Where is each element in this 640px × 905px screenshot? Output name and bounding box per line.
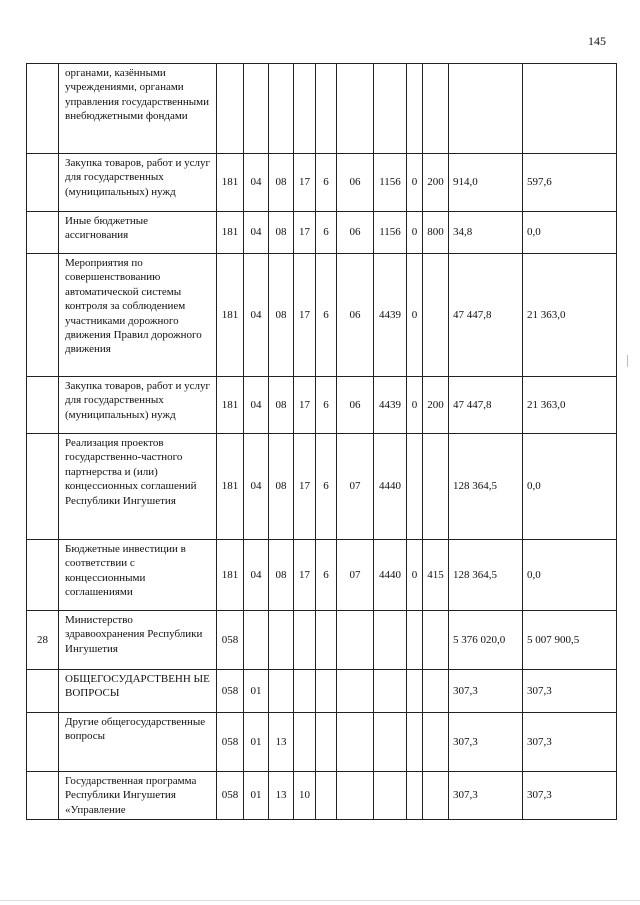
department-code-cell bbox=[217, 64, 244, 154]
department-code-cell: 058 bbox=[217, 611, 244, 670]
subprogram-code-cell: 6 bbox=[316, 434, 337, 540]
amount-year1-cell: 5 376 020,0 bbox=[449, 611, 523, 670]
row-number-cell bbox=[27, 212, 59, 254]
section-code-cell: 04 bbox=[244, 254, 269, 377]
program-code-cell bbox=[294, 611, 316, 670]
program-code-cell: 17 bbox=[294, 377, 316, 434]
department-code-cell: 181 bbox=[217, 212, 244, 254]
main-event-code-cell bbox=[337, 772, 374, 820]
table-row bbox=[27, 212, 617, 254]
department-code-cell: 181 bbox=[217, 434, 244, 540]
direction-suffix-cell: 0 bbox=[407, 377, 423, 434]
amount-year2-cell: 307,3 bbox=[523, 713, 617, 772]
program-code-cell: 17 bbox=[294, 540, 316, 611]
section-code-cell: 04 bbox=[244, 154, 269, 212]
table-row bbox=[27, 540, 617, 611]
subsection-code-cell bbox=[269, 670, 294, 713]
amount-year1-cell: 34,8 bbox=[449, 212, 523, 254]
subprogram-code-cell: 6 bbox=[316, 377, 337, 434]
department-code-cell: 181 bbox=[217, 540, 244, 611]
expense-type-code-cell bbox=[423, 254, 449, 377]
section-code-cell bbox=[244, 64, 269, 154]
subsection-code-cell: 13 bbox=[269, 772, 294, 820]
subprogram-code-cell bbox=[316, 611, 337, 670]
direction-code-cell: 4440 bbox=[374, 434, 407, 540]
expense-type-code-cell: 200 bbox=[423, 377, 449, 434]
direction-suffix-cell bbox=[407, 64, 423, 154]
subsection-code-cell: 08 bbox=[269, 377, 294, 434]
main-event-code-cell: 07 bbox=[337, 434, 374, 540]
section-code-cell bbox=[244, 611, 269, 670]
amount-year2-cell bbox=[523, 64, 617, 154]
direction-suffix-cell: 0 bbox=[407, 154, 423, 212]
subsection-code-cell bbox=[269, 611, 294, 670]
expense-type-code-cell bbox=[423, 434, 449, 540]
direction-suffix-cell bbox=[407, 713, 423, 772]
section-code-cell: 04 bbox=[244, 377, 269, 434]
item-name-cell: Закупка товаров, работ и услуг для государственных (муниципальных) нужд bbox=[59, 377, 217, 434]
expense-type-code-cell bbox=[423, 611, 449, 670]
table-row bbox=[27, 64, 617, 154]
table-row bbox=[27, 772, 617, 820]
item-name-cell: Иные бюджетные ассигнования bbox=[59, 212, 217, 254]
item-name-cell: Бюджетные инвестиции в соответствии с концессионными соглашениями bbox=[59, 540, 217, 611]
subprogram-code-cell: 6 bbox=[316, 254, 337, 377]
subsection-code-cell: 08 bbox=[269, 254, 294, 377]
amount-year2-cell: 307,3 bbox=[523, 670, 617, 713]
scan-mark bbox=[627, 355, 628, 367]
table-row bbox=[27, 254, 617, 377]
main-event-code-cell bbox=[337, 611, 374, 670]
section-code-cell: 04 bbox=[244, 540, 269, 611]
expense-type-code-cell bbox=[423, 772, 449, 820]
direction-suffix-cell bbox=[407, 611, 423, 670]
subsection-code-cell: 08 bbox=[269, 154, 294, 212]
subprogram-code-cell: 6 bbox=[316, 154, 337, 212]
direction-code-cell: 1156 bbox=[374, 212, 407, 254]
item-name-cell: Другие общегосударственные вопросы bbox=[59, 713, 217, 772]
amount-year2-cell: 307,3 bbox=[523, 772, 617, 820]
item-name-cell: органами, казёнными учреждениями, органами управления государственными внебюджетными фондами bbox=[59, 64, 217, 154]
item-name-cell: Мероприятия по совершенствованию автоматической системы контроля за соблюдением участниками дорожного движения Правил дорожного движения bbox=[59, 254, 217, 377]
direction-suffix-cell bbox=[407, 772, 423, 820]
table-row bbox=[27, 611, 617, 670]
amount-year2-cell: 21 363,0 bbox=[523, 377, 617, 434]
row-number-cell bbox=[27, 772, 59, 820]
table-row bbox=[27, 154, 617, 212]
direction-code-cell bbox=[374, 611, 407, 670]
direction-suffix-cell: 0 bbox=[407, 254, 423, 377]
program-code-cell: 17 bbox=[294, 434, 316, 540]
amount-year2-cell: 5 007 900,5 bbox=[523, 611, 617, 670]
expense-type-code-cell bbox=[423, 64, 449, 154]
budget-table-body bbox=[27, 64, 617, 820]
program-code-cell bbox=[294, 670, 316, 713]
amount-year2-cell: 21 363,0 bbox=[523, 254, 617, 377]
section-code-cell: 01 bbox=[244, 772, 269, 820]
subsection-code-cell bbox=[269, 64, 294, 154]
amount-year1-cell: 307,3 bbox=[449, 670, 523, 713]
section-code-cell: 01 bbox=[244, 670, 269, 713]
budget-table bbox=[26, 63, 617, 820]
main-event-code-cell: 07 bbox=[337, 540, 374, 611]
item-name-cell: Государственная программа Республики Ингушетия «Управление bbox=[59, 772, 217, 820]
item-name-cell: Реализация проектов государственно-частного партнерства и (или) концессионных соглашений Республики Ингушетия bbox=[59, 434, 217, 540]
program-code-cell bbox=[294, 713, 316, 772]
row-number-cell: 28 bbox=[27, 611, 59, 670]
department-code-cell: 181 bbox=[217, 377, 244, 434]
program-code-cell: 17 bbox=[294, 212, 316, 254]
expense-type-code-cell bbox=[423, 713, 449, 772]
subprogram-code-cell bbox=[316, 670, 337, 713]
program-code-cell: 17 bbox=[294, 254, 316, 377]
table-row bbox=[27, 713, 617, 772]
amount-year1-cell: 128 364,5 bbox=[449, 540, 523, 611]
row-number-cell bbox=[27, 434, 59, 540]
table-row bbox=[27, 434, 617, 540]
amount-year1-cell: 47 447,8 bbox=[449, 377, 523, 434]
subsection-code-cell: 08 bbox=[269, 212, 294, 254]
direction-code-cell bbox=[374, 713, 407, 772]
row-number-cell bbox=[27, 154, 59, 212]
department-code-cell: 181 bbox=[217, 254, 244, 377]
direction-suffix-cell bbox=[407, 434, 423, 540]
direction-code-cell: 4440 bbox=[374, 540, 407, 611]
direction-suffix-cell bbox=[407, 670, 423, 713]
program-code-cell: 17 bbox=[294, 154, 316, 212]
subsection-code-cell: 08 bbox=[269, 434, 294, 540]
section-code-cell: 04 bbox=[244, 434, 269, 540]
direction-code-cell bbox=[374, 64, 407, 154]
amount-year1-cell: 128 364,5 bbox=[449, 434, 523, 540]
expense-type-code-cell: 415 bbox=[423, 540, 449, 611]
main-event-code-cell bbox=[337, 64, 374, 154]
department-code-cell: 181 bbox=[217, 154, 244, 212]
subprogram-code-cell: 6 bbox=[316, 540, 337, 611]
amount-year2-cell: 0,0 bbox=[523, 212, 617, 254]
main-event-code-cell bbox=[337, 670, 374, 713]
row-number-cell bbox=[27, 64, 59, 154]
expense-type-code-cell: 800 bbox=[423, 212, 449, 254]
amount-year1-cell: 307,3 bbox=[449, 772, 523, 820]
department-code-cell: 058 bbox=[217, 713, 244, 772]
expense-type-code-cell: 200 bbox=[423, 154, 449, 212]
direction-suffix-cell: 0 bbox=[407, 540, 423, 611]
amount-year1-cell bbox=[449, 64, 523, 154]
direction-code-cell bbox=[374, 670, 407, 713]
program-code-cell bbox=[294, 64, 316, 154]
amount-year1-cell: 914,0 bbox=[449, 154, 523, 212]
direction-code-cell: 1156 bbox=[374, 154, 407, 212]
subsection-code-cell: 13 bbox=[269, 713, 294, 772]
main-event-code-cell: 06 bbox=[337, 254, 374, 377]
direction-code-cell: 4439 bbox=[374, 377, 407, 434]
program-code-cell: 10 bbox=[294, 772, 316, 820]
amount-year1-cell: 307,3 bbox=[449, 713, 523, 772]
row-number-cell bbox=[27, 377, 59, 434]
department-code-cell: 058 bbox=[217, 772, 244, 820]
main-event-code-cell: 06 bbox=[337, 377, 374, 434]
item-name-cell: ОБЩЕГОСУДАРСТВЕНН ЫЕ ВОПРОСЫ bbox=[59, 670, 217, 713]
subprogram-code-cell bbox=[316, 64, 337, 154]
department-code-cell: 058 bbox=[217, 670, 244, 713]
item-name-cell: Закупка товаров, работ и услуг для государственных (муниципальных) нужд bbox=[59, 154, 217, 212]
page-number: 145 bbox=[588, 34, 606, 48]
item-name-cell: Министерство здравоохранения Республики Ингушетия bbox=[59, 611, 217, 670]
subprogram-code-cell: 6 bbox=[316, 212, 337, 254]
expense-type-code-cell bbox=[423, 670, 449, 713]
row-number-cell bbox=[27, 670, 59, 713]
subprogram-code-cell bbox=[316, 772, 337, 820]
main-event-code-cell: 06 bbox=[337, 154, 374, 212]
section-code-cell: 04 bbox=[244, 212, 269, 254]
amount-year2-cell: 0,0 bbox=[523, 434, 617, 540]
table-row bbox=[27, 670, 617, 713]
main-event-code-cell bbox=[337, 713, 374, 772]
direction-suffix-cell: 0 bbox=[407, 212, 423, 254]
main-event-code-cell: 06 bbox=[337, 212, 374, 254]
direction-code-cell bbox=[374, 772, 407, 820]
amount-year1-cell: 47 447,8 bbox=[449, 254, 523, 377]
amount-year2-cell: 597,6 bbox=[523, 154, 617, 212]
amount-year2-cell: 0,0 bbox=[523, 540, 617, 611]
row-number-cell bbox=[27, 254, 59, 377]
subprogram-code-cell bbox=[316, 713, 337, 772]
direction-code-cell: 4439 bbox=[374, 254, 407, 377]
row-number-cell bbox=[27, 540, 59, 611]
table-row bbox=[27, 377, 617, 434]
row-number-cell bbox=[27, 713, 59, 772]
section-code-cell: 01 bbox=[244, 713, 269, 772]
scan-edge bbox=[0, 900, 640, 901]
subsection-code-cell: 08 bbox=[269, 540, 294, 611]
